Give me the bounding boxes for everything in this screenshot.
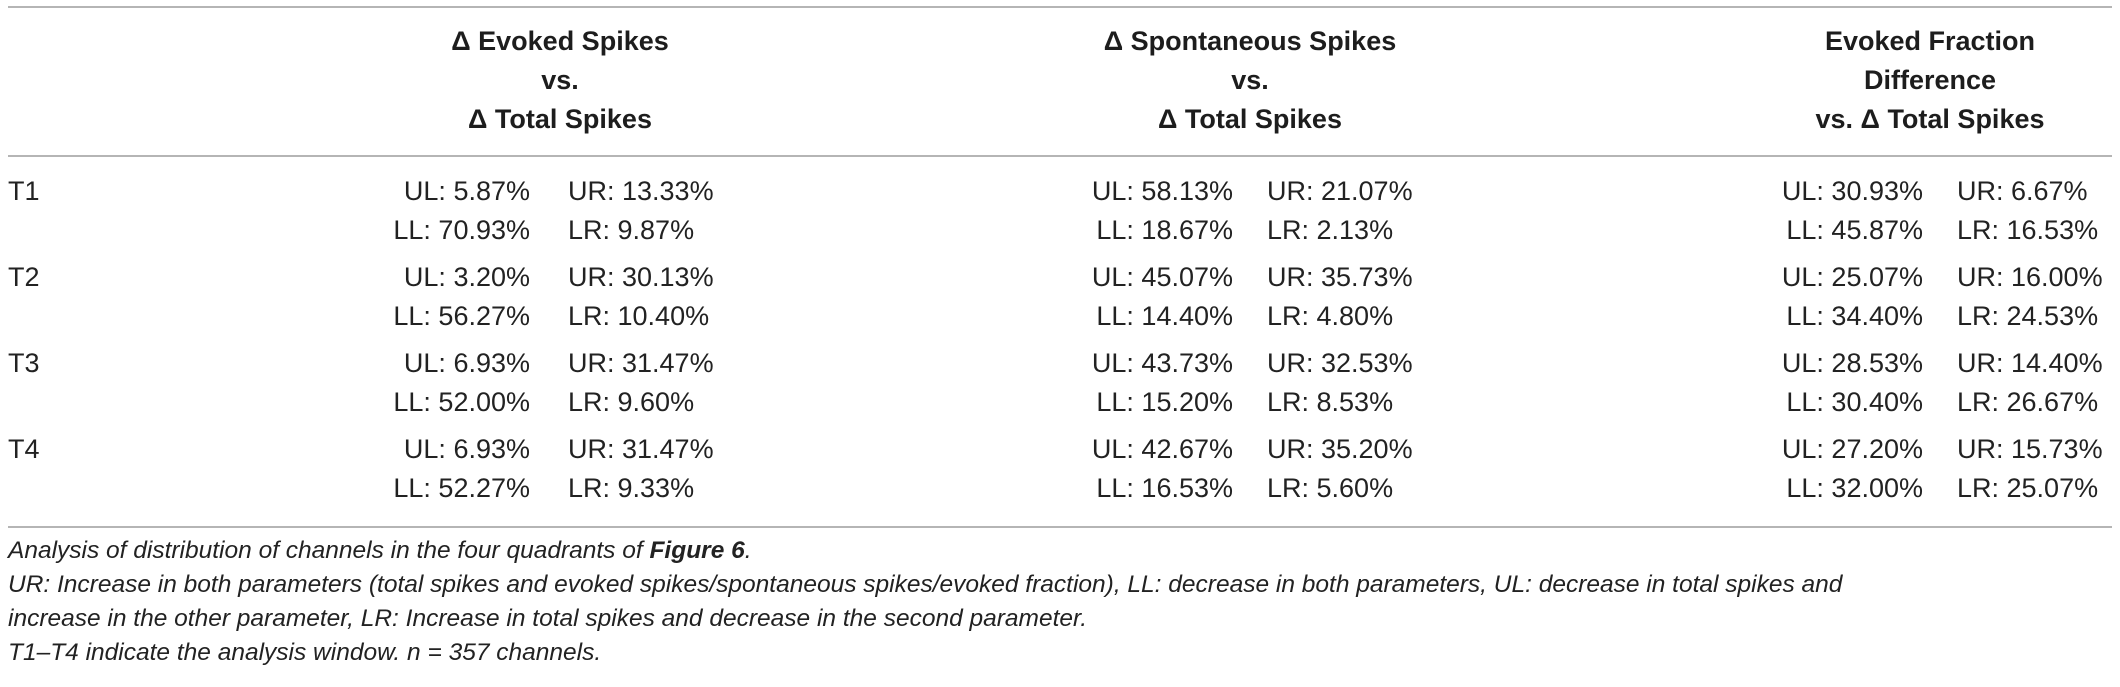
quadrant-ul-value: UL: 28.53% — [1781, 348, 1923, 378]
header-line: vs. — [541, 65, 579, 95]
quadrant-ll-value: LL: 14.40% — [1096, 301, 1233, 331]
table-bottom-rule — [8, 526, 2112, 528]
quadrant-ul-value: UL: 6.93% — [403, 348, 530, 378]
quadrant-ll-value: LL: 30.40% — [1786, 387, 1923, 417]
caption-line-4: T1–T4 indicate the analysis window. n = 357 channels. — [8, 639, 602, 666]
quadrant-lr-value: LR: 9.33% — [568, 473, 695, 503]
table-top-rule — [8, 6, 2112, 8]
quadrant-ll-value: LL: 56.27% — [393, 301, 530, 331]
quadrant-lr-value: LR: 9.87% — [568, 215, 695, 245]
quadrant-lr-value: LR: 8.53% — [1267, 387, 1394, 417]
header-line: Difference — [1863, 65, 1997, 95]
column-header-spontaneous-vs-total — [1050, 22, 1450, 139]
quadrant-ur-value: UR: 15.73% — [1957, 434, 2103, 464]
caption-line-1 — [8, 534, 2116, 568]
row-label: T3 — [8, 348, 40, 378]
quadrant-ur-value: UR: 35.73% — [1267, 262, 1413, 292]
quadrant-ll-value: LL: 32.00% — [1786, 473, 1923, 503]
quadrant-ur-value: UR: 14.40% — [1957, 348, 2103, 378]
quadrant-ll-value: LL: 15.20% — [1096, 387, 1233, 417]
header-line: Δ Total Spikes — [468, 104, 652, 134]
quadrant-ll-value: LL: 52.27% — [393, 473, 530, 503]
quadrant-ul-value: UL: 45.07% — [1091, 262, 1233, 292]
caption-text: Analysis of distribution of channels in the four quadrants of — [8, 537, 650, 564]
row-label: T1 — [8, 176, 40, 206]
quadrant-ul-value: UL: 30.93% — [1781, 176, 1923, 206]
header-line: Evoked Fraction — [1824, 26, 2036, 56]
quadrant-ur-value: UR: 6.67% — [1957, 176, 2088, 206]
quadrant-lr-value: LR: 26.67% — [1957, 387, 2099, 417]
header-line: Δ Total Spikes — [1158, 104, 1342, 134]
quadrant-lr-value: LR: 5.60% — [1267, 473, 1394, 503]
caption-line-3: increase in the other parameter, LR: Increase in total spikes and decrease in the second parameter. — [8, 605, 1088, 632]
quadrant-lr-value: LR: 25.07% — [1957, 473, 2099, 503]
quadrant-ul-value: UL: 58.13% — [1091, 176, 1233, 206]
quadrant-ur-value: UR: 21.07% — [1267, 176, 1413, 206]
quadrant-ur-value: UR: 30.13% — [568, 262, 714, 292]
quadrant-ur-value: UR: 35.20% — [1267, 434, 1413, 464]
column-header-evoked-fraction-vs-total — [1750, 22, 2110, 139]
quadrant-ur-value: UR: 31.47% — [568, 348, 714, 378]
header-line: Δ Spontaneous Spikes — [1103, 26, 1397, 56]
quadrant-ul-value: UL: 25.07% — [1781, 262, 1923, 292]
caption-line-2: UR: Increase in both parameters (total spikes and evoked spikes/spontaneous spikes/evoked fraction), LL: decrease in both parameters, UL: decrease in total spikes and — [8, 571, 1843, 598]
quadrant-ll-value: LL: 52.00% — [393, 387, 530, 417]
quadrant-ll-value: LL: 70.93% — [393, 215, 530, 245]
quadrant-lr-value: LR: 4.80% — [1267, 301, 1394, 331]
header-line: vs. — [1231, 65, 1269, 95]
quadrant-ul-value: UL: 43.73% — [1091, 348, 1233, 378]
header-line: Δ Evoked Spikes — [451, 26, 669, 56]
quadrant-ll-value: LL: 45.87% — [1786, 215, 1923, 245]
row-label: T4 — [8, 434, 40, 464]
quadrant-ur-value: UR: 16.00% — [1957, 262, 2103, 292]
column-header-evoked-vs-total — [360, 22, 760, 139]
row-label: T2 — [8, 262, 40, 292]
quadrant-ul-value: UL: 5.87% — [403, 176, 530, 206]
quadrant-lr-value: LR: 16.53% — [1957, 215, 2099, 245]
quadrant-ur-value: UR: 32.53% — [1267, 348, 1413, 378]
header-bottom-rule — [8, 155, 2112, 157]
quadrant-lr-value: LR: 2.13% — [1267, 215, 1394, 245]
header-line: vs. Δ Total Spikes — [1815, 104, 2045, 134]
quadrant-ur-value: UR: 31.47% — [568, 434, 714, 464]
quadrant-ll-value: LL: 16.53% — [1096, 473, 1233, 503]
quadrant-ul-value: UL: 3.20% — [403, 262, 530, 292]
quadrant-lr-value: LR: 24.53% — [1957, 301, 2099, 331]
quadrant-ul-value: UL: 27.20% — [1781, 434, 1923, 464]
caption-text: . — [744, 537, 752, 564]
figure-reference: Figure 6 — [649, 537, 745, 564]
quadrant-lr-value: LR: 10.40% — [568, 301, 710, 331]
quadrant-ll-value: LL: 18.67% — [1096, 215, 1233, 245]
quadrant-ur-value: UR: 13.33% — [568, 176, 714, 206]
quadrant-ll-value: LL: 34.40% — [1786, 301, 1923, 331]
quadrant-ul-value: UL: 6.93% — [403, 434, 530, 464]
quadrant-lr-value: LR: 9.60% — [568, 387, 695, 417]
quadrant-ul-value: UL: 42.67% — [1091, 434, 1233, 464]
